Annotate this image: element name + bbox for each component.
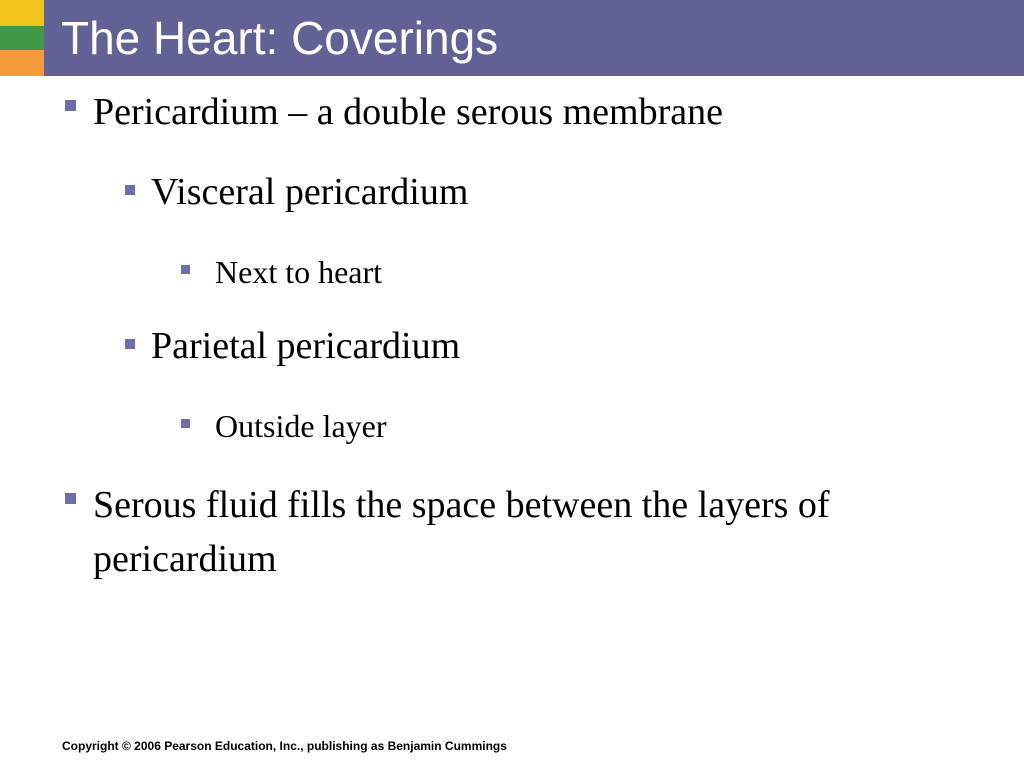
bullet-text: Serous fluid fills the space between the layers of pericardium [93,484,830,580]
bullet-item [93,88,723,136]
copyright-footer: Copyright © 2006 Pearson Education, Inc., publishing as Benjamin Cummings [62,739,507,753]
bullet-text: Outside layer [215,408,387,444]
bullet-text: Visceral pericardium [151,171,469,213]
bullet-text: Next to heart [215,254,383,290]
square-bullet-icon [65,100,76,111]
bullet-item [151,168,468,216]
bullet-item [93,478,953,586]
bullet-text: Pericardium – a double serous membrane [93,91,723,133]
bullet-text: Parietal pericardium [151,325,461,367]
square-bullet-icon [181,419,190,428]
square-bullet-icon [181,265,190,274]
slide-title: The Heart: Coverings [61,12,499,64]
square-bullet-icon [65,493,76,504]
bullet-item [151,322,460,370]
bullet-item [215,406,387,446]
bullet-item [215,252,382,292]
square-bullet-icon [125,339,135,349]
square-bullet-icon [125,185,135,195]
